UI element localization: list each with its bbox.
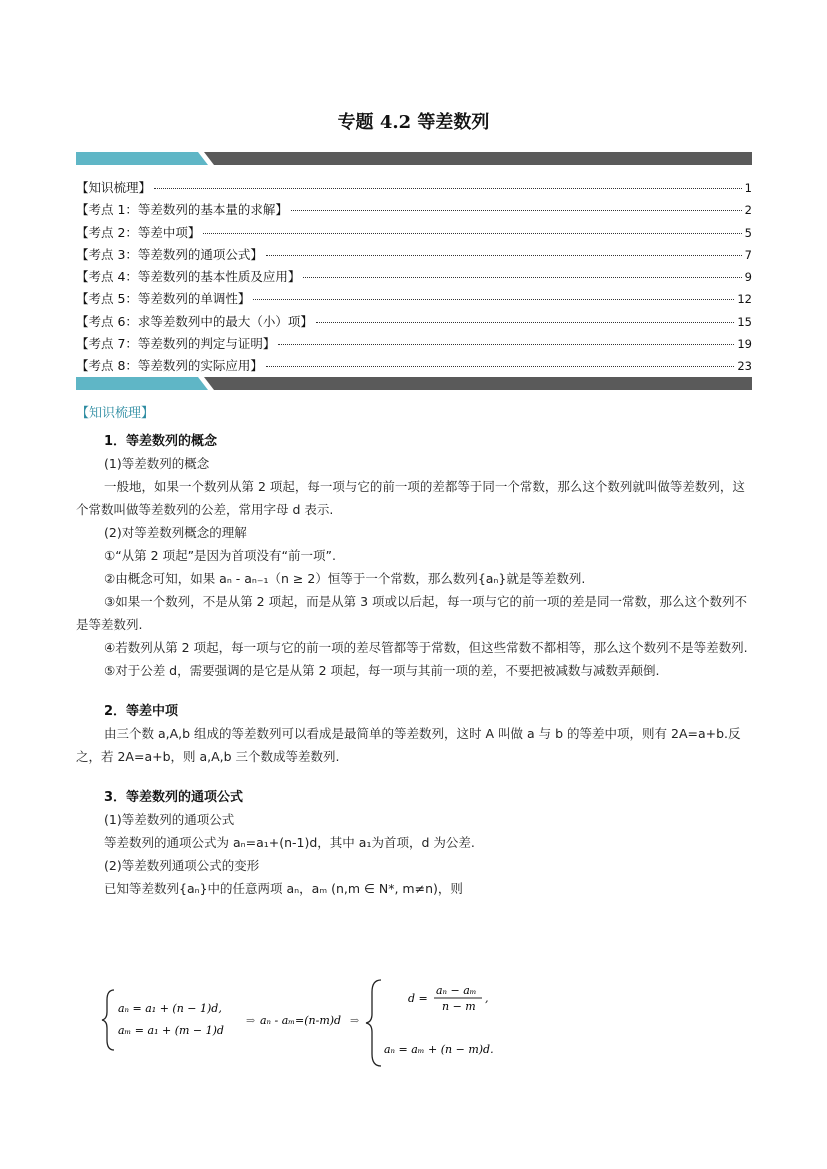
page-title: 专题 4.2 等差数列	[337, 112, 490, 133]
toc-page-number: 7	[744, 247, 752, 262]
toc-label: 【考点 5：等差数列的单调性】	[76, 291, 251, 307]
header-band-bottom	[76, 377, 752, 390]
paragraph-general-formula: 等差数列的通项公式为 aₙ=a₁+(n-1)d，其中 a₁为首项，d 为公差.	[104, 835, 475, 850]
toc-label: 【知识梳理】	[76, 180, 152, 195]
toc-row[interactable]	[76, 178, 752, 200]
formula-right-den: n − m	[442, 1000, 476, 1013]
header-band-top	[76, 152, 752, 165]
toc-leader-dots	[154, 188, 742, 189]
formula-right-bottom: aₙ = aₘ + (n − m)d.	[384, 1043, 494, 1056]
formula-left-bottom: aₘ = a₁ + (m − 1)d	[118, 1024, 224, 1037]
sub-general-formula: (1)等差数列的通项公式	[104, 812, 235, 827]
toc-label: 【考点 1：等差数列的基本量的求解】	[76, 202, 288, 218]
formula-right-lhs: d =	[408, 992, 428, 1005]
item-5: ⑤对于公差 d，需要强调的是它是从第 2 项起，每一项与其前一项的差，不要把被减数与减数弄颠倒.	[104, 663, 660, 678]
section-tag-knowledge: 【知识梳理】	[76, 406, 155, 421]
sub-formula-variant: (2)等差数列通项公式的变形	[104, 858, 260, 873]
heading-general-formula: 3．等差数列的通项公式	[104, 790, 244, 805]
toc-page-number: 15	[737, 314, 752, 329]
table-of-contents	[76, 178, 752, 379]
toc-row[interactable]	[76, 223, 752, 245]
toc-leader-dots	[266, 255, 742, 256]
toc-leader-dots	[253, 299, 734, 300]
toc-page-number: 12	[737, 292, 752, 307]
toc-label: 【考点 4：等差数列的基本性质及应用】	[76, 269, 301, 285]
item-3: ③如果一个数列，不是从第 2 项起，而是从第 3 项或以后起，每一项与它的前一项的差是同一常数，那么这个数列不是等差数列.	[76, 594, 748, 632]
formula-left-top: aₙ = a₁ + (n − 1)d,	[118, 1002, 222, 1015]
item-2: ②由概念可知，如果 aₙ - aₙ₋₁（n ≥ 2）恒等于一个常数，那么数列{aₙ}就是等差数列.	[104, 571, 586, 586]
sub-concept: (1)等差数列的概念	[104, 456, 210, 471]
arrow-2: ⇒	[350, 1014, 360, 1027]
toc-page-number: 19	[737, 337, 752, 352]
arrow-1: ⇒	[246, 1014, 256, 1027]
toc-leader-dots	[291, 210, 742, 211]
toc-leader-dots	[316, 322, 734, 323]
toc-label: 【考点 3：等差数列的通项公式】	[76, 246, 263, 262]
paragraph-definition: 一般地，如果一个数列从第 2 项起，每一项与它的前一项的差都等于同一个常数，那么这个数列就叫做等差数列，这个常数叫做等差数列的公差，常用字母 d 表示.	[76, 479, 745, 517]
toc-row[interactable]	[76, 334, 752, 356]
toc-leader-dots	[203, 233, 741, 234]
heading-middle-term: 2．等差中项	[104, 704, 179, 719]
toc-page-number: 1	[744, 181, 752, 195]
toc-row[interactable]	[76, 245, 752, 267]
toc-label: 【考点 7：等差数列的判定与证明】	[76, 336, 276, 352]
toc-row[interactable]	[76, 267, 752, 289]
toc-page-number: 5	[744, 225, 752, 240]
toc-label: 【考点 6：求等差数列中的最大（小）项】	[76, 313, 313, 329]
item-1: ①“从第 2 项起”是因为首项没有“前一项”.	[104, 548, 336, 563]
toc-leader-dots	[266, 366, 734, 367]
toc-page-number: 2	[744, 203, 752, 218]
paragraph-two-terms: 已知等差数列{aₙ}中的任意两项 aₙ，aₘ (n,m ∈ N*, m≠n)，则	[104, 881, 463, 896]
formula-right-tail: ,	[485, 992, 489, 1005]
toc-leader-dots	[278, 344, 734, 345]
toc-row[interactable]	[76, 289, 752, 311]
formula-derivation	[100, 978, 530, 1068]
toc-label: 【考点 2：等差中项】	[76, 224, 201, 240]
toc-label: 【考点 8：等差数列的实际应用】	[76, 358, 263, 374]
paragraph-middle-term: 由三个数 a,A,b 组成的等差数列可以看成是最简单的等差数列，这时 A 叫做 a 与 b 的等差中项，则有 2A=a+b.反之，若 2A=a+b，则 a,A,b 三个数成等差数列.	[76, 726, 741, 764]
toc-row[interactable]	[76, 312, 752, 334]
toc-leader-dots	[303, 277, 741, 278]
toc-page-number: 9	[744, 270, 752, 285]
main-content	[76, 430, 752, 900]
toc-page-number: 23	[737, 359, 752, 374]
sub-understanding: (2)对等差数列概念的理解	[104, 525, 247, 540]
formula-middle: aₙ - aₘ=(n-m)d	[260, 1014, 342, 1027]
item-4: ④若数列从第 2 项起，每一项与它的前一项的差尽管都等于常数，但这些常数不都相等，那么这个数列不是等差数列.	[104, 640, 748, 655]
heading-concept: 1．等差数列的概念	[104, 434, 218, 449]
formula-right-num: aₙ − aₘ	[436, 984, 477, 997]
toc-row[interactable]	[76, 200, 752, 222]
toc-row[interactable]	[76, 356, 752, 378]
